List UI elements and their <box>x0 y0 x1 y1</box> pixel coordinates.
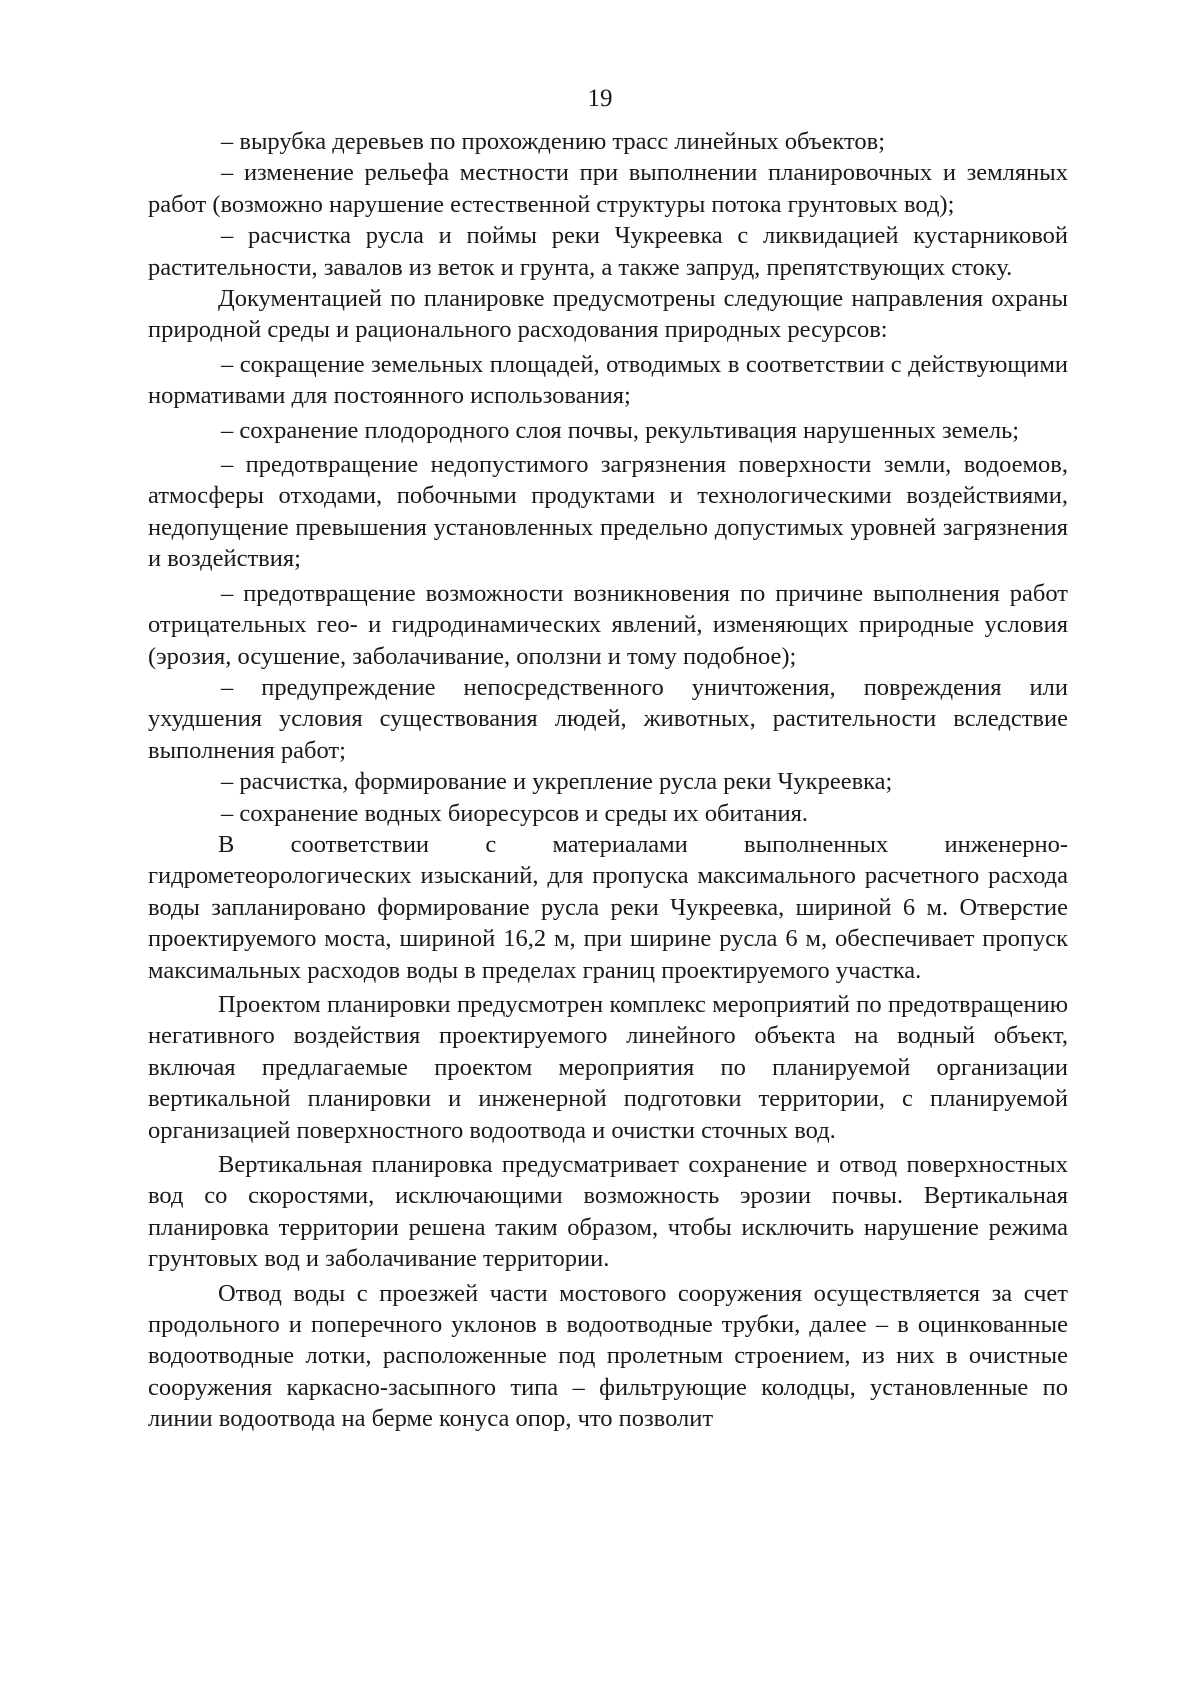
list-item-pollution-prevention: – предотвращение недопустимого загрязнения поверхности земли, водоемов, атмосферы отходами, побочными продуктами и технологическими воздействиями, недопущение превышения установленных предельно допустимых уровней загрязнения и воздействия; <box>148 451 1068 573</box>
list-item-tree-cutting: – вырубка деревьев по прохождению трасс линейных объектов; <box>221 128 886 155</box>
list-item-hazard-prevention: – предотвращение возможности возникновения по причине выполнения работ отрицательных гео- и гидродинамических явлений, изменяющих природные условия (эрозия, осушение, заболачивание, оползни и тому подобное); <box>148 579 1068 670</box>
paragraph-protection-directions: Документацией по планировке предусмотрены следующие направления охраны природной среды и рационального расходования природных ресурсов: <box>148 285 1068 344</box>
list-item-riverbed-strengthening: – расчистка, формирование и укрепление русла реки Чукреевка; <box>221 768 893 796</box>
list-item-bioresources: – сохранение водных биоресурсов и среды их обитания. <box>221 799 809 827</box>
page-number: 19 <box>587 85 613 112</box>
list-item-damage-prevention: – предупреждение непосредственного уничтожения, повреждения или ухудшения условия существования людей, животных, растительности вследствие выполнения работ; <box>148 673 1068 764</box>
paragraph-water-drainage: Отвод воды с проезжей части мостового сооружения осуществляется за счет продольного и поперечного уклонов в водоотводные трубки, далее – в оцинкованные водоотводные лотки, расположенные под пролетным строением, из них в очистные сооружения каркасно-засыпного типа – фильтрующие колодцы, установленные по линии водоотвода на берме конуса опор, что позволит <box>148 1279 1068 1433</box>
paragraph-hydrometeorology: В соответствии с материалами выполненных инженерно-гидрометеорологических изысканий, для пропуска максимального расчетного расхода воды запланировано формирование русла реки Чукреевка, шириной 6 м. Отверстие проектируемого моста, шириной 16,2 м, при ширине русла 6 м, обеспечивает пропуск максимальных расходов воды в пределах границ проектируемого участка. <box>148 830 1068 984</box>
paragraph-planning-measures: Проектом планировки предусмотрен комплекс мероприятий по предотвращению негативного воздействия проектируемого линейного объекта на водный объект, включая предлагаемые проектом мероприятия по планируемой организации вертикальной планировки и инженерной подготовки территории, с планируемой организацией поверхностного водоотвода и очистки сточных вод. <box>148 990 1068 1144</box>
document-body <box>148 126 1068 1435</box>
list-item-relief-change: – изменение рельефа местности при выполнении планировочных и земляных работ (возможно нарушение естественной структуры потока грунтовых вод); <box>148 159 1068 218</box>
paragraph-vertical-planning: Вертикальная планировка предусматривает сохранение и отвод поверхностных вод со скоростями, исключающими возможность эрозии почвы. Вертикальная планировка территории решена таким образом, чтобы исключить нарушение режима грунтовых вод и заболачивание территории. <box>148 1151 1068 1273</box>
list-item-riverbed-clearing: – расчистка русла и поймы реки Чукреевка с ликвидацией кустарниковой растительности, завалов из веток и грунта, а также запруд, препятствующих стоку. <box>148 222 1068 281</box>
list-item-land-reduction: – сокращение земельных площадей, отводимых в соответствии с действующими нормативами для постоянного использования; <box>148 350 1068 410</box>
list-item-soil-preservation: – сохранение плодородного слоя почвы, рекультивация нарушенных земель; <box>221 416 1020 444</box>
